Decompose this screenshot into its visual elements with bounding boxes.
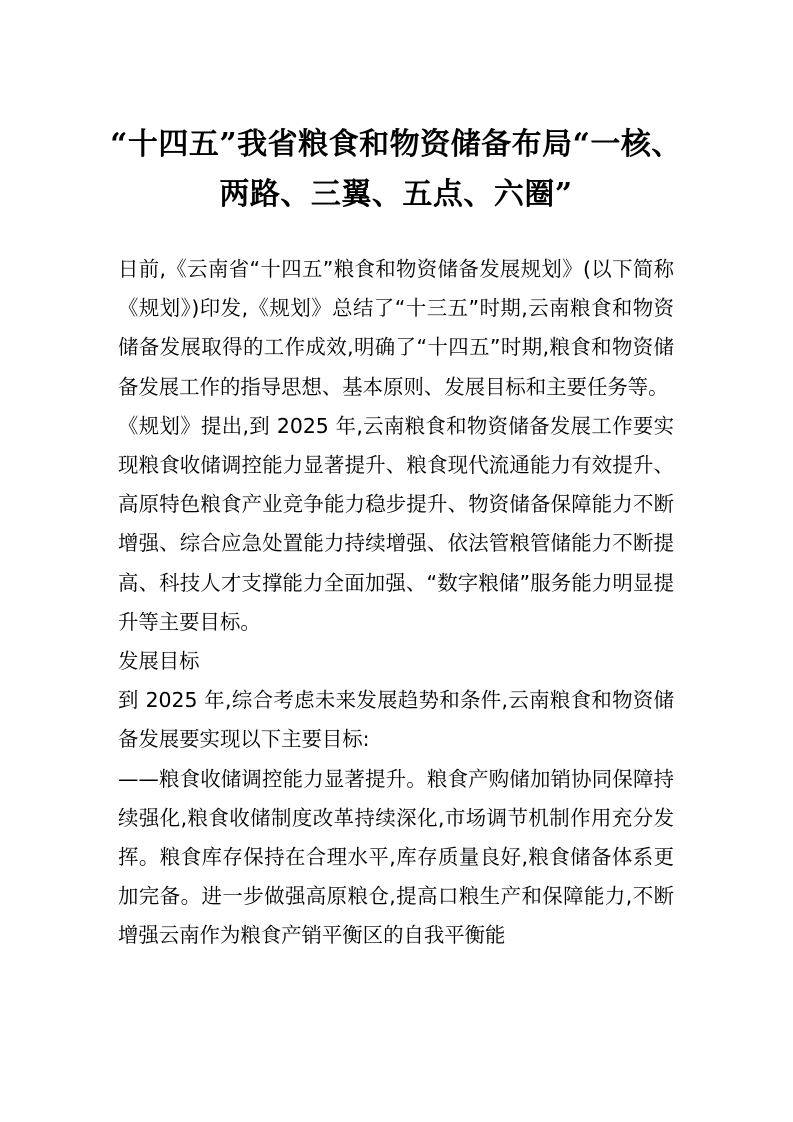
title-line-2: 两路、三翼、五点、六圈” [219, 177, 573, 212]
document-body [118, 250, 674, 956]
document-page [110, 120, 682, 956]
paragraph-intro: 日前,《云南省“十四五”粮食和物资储备发展规划》(以下简称《规划》)印发,《规划》总结了“十三五”时期,云南粮食和物资储备发展取得的工作成效,明确了“十四五”时期,粮食和物资储备发展工作的指导思想、基本原则、发展目标和主要任务等。 [118, 257, 674, 399]
paragraph-2025-targets: 到 2025 年,综合考虑未来发展趋势和条件,云南粮食和物资储备发展要实现以下主要目标: [118, 688, 674, 752]
section-heading-development-goals: 发展目标 [118, 649, 200, 674]
paragraph-plan-goals: 《规划》提出,到 2025 年,云南粮食和物资储备发展工作要实现粮食收储调控能力显著提升、粮食现代流通能力有效提升、高原特色粮食产业竞争能力稳步提升、物资储备保障能力不断增强、综合应急处置能力持续增强、依法管粮管储能力不断提高、科技人才支撑能力全面加强、“数字粮储”服务能力明显提升等主要目标。 [118, 413, 674, 634]
title-line-1: “十四五”我省粮食和物资储备布局“一核、 [110, 127, 682, 162]
document-title [88, 120, 704, 220]
paragraph-grain-regulation: ——粮食收储调控能力显著提升。粮食产购储加销协同保障持续强化,粮食收储制度改革持续深化,市场调节机制作用充分发挥。粮食库存保持在合理水平,库存质量良好,粮食储备体系更加完备。进一步做强高原粮仓,提高口粮生产和保障能力,不断增强云南作为粮食产销平衡区的自我平衡能 [118, 766, 674, 948]
